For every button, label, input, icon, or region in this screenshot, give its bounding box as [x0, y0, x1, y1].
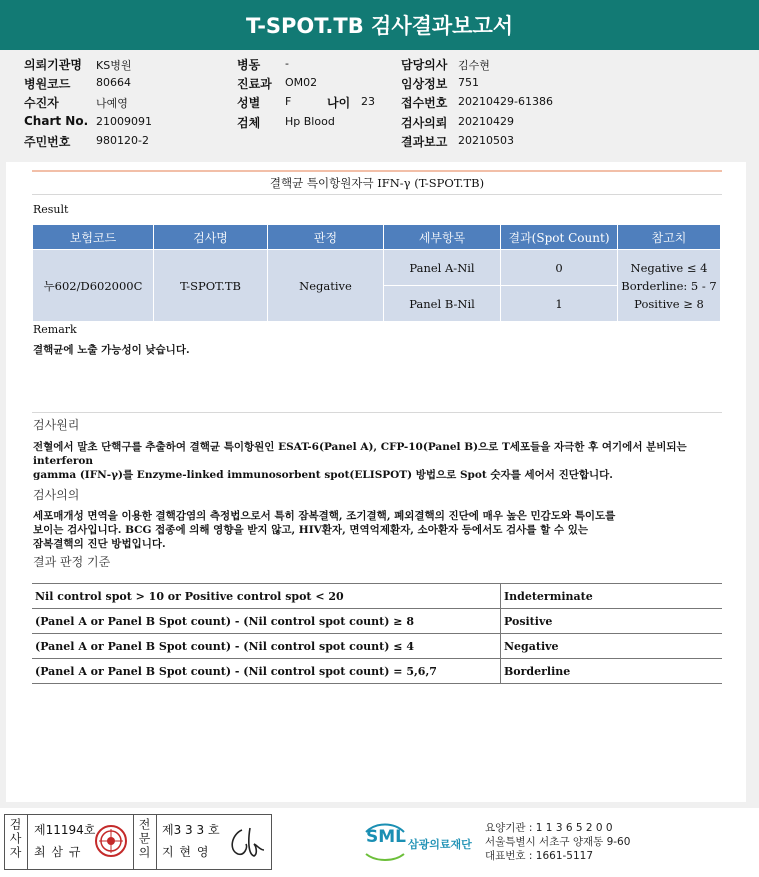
org-info-line: 대표번호 : 1661-5117 — [485, 850, 594, 862]
recipient-value: 나예영 — [96, 97, 128, 110]
tester-no: 제11194호 — [34, 823, 96, 837]
tester-label: 검사자 — [8, 818, 22, 860]
tester-name: 최 삼 규 — [34, 845, 82, 859]
col-detail-item: 세부항목 — [384, 225, 501, 250]
request-date-value: 20210429 — [458, 115, 514, 128]
org-name: 삼광의료재단 — [408, 838, 472, 851]
principle-line: interferon — [33, 455, 94, 467]
receipt-no-value: 20210429-61386 — [458, 95, 553, 108]
reference-negative: Negative ≤ 4 — [630, 260, 708, 275]
remark-label: Remark — [33, 323, 77, 336]
doctor-value: 김수현 — [458, 59, 490, 72]
criteria-label: 결과 판정 기준 — [33, 555, 111, 569]
clinical-info-label: 임상정보 — [401, 77, 448, 91]
detail-item-cell: Panel B-Nil — [384, 286, 501, 322]
sex-value: F — [285, 95, 292, 108]
detail-item-cell: Panel A-Nil — [384, 250, 501, 286]
table-row — [32, 634, 722, 659]
result-value-cell: 1 — [501, 286, 618, 322]
table-row — [32, 584, 722, 609]
criteria-condition: (Panel A or Panel B Spot count) - (Nil control spot count) ≤ 4 — [32, 634, 501, 659]
age-label: 나이 — [327, 96, 351, 110]
col-result: 결과(Spot Count) — [501, 225, 618, 250]
reference-borderline: Borderline: 5 - 7 — [621, 278, 717, 293]
report-date-label: 결과보고 — [401, 135, 448, 149]
recipient-label: 수진자 — [24, 96, 59, 110]
department-value: OM02 — [285, 76, 318, 89]
doctor-label: 담당의사 — [401, 58, 448, 72]
result-header-row — [33, 225, 721, 250]
significance-line: 보이는 검사입니다. BCG 접종에 의해 영향을 받지 않고, HIV환자, 면역억제환자, 소아환자 등에서도 검사를 할 수 있는 — [33, 524, 588, 536]
hospital-code-value: 80664 — [96, 76, 131, 89]
clinical-info-value: 751 — [458, 76, 479, 89]
report-date-value: 20210503 — [458, 134, 514, 147]
significance-label: 검사의의 — [33, 488, 80, 502]
request-date-label: 검사의뢰 — [401, 116, 448, 130]
criteria-condition: (Panel A or Panel B Spot count) - (Nil control spot count) = 5,6,7 — [32, 659, 501, 684]
signature-divider — [27, 814, 28, 870]
department-label: 진료과 — [237, 77, 272, 91]
principle-label: 검사원리 — [33, 418, 80, 432]
resident-no-value: 980120-2 — [96, 134, 149, 147]
confirmer-signature — [224, 820, 266, 862]
criteria-result: Positive — [501, 609, 723, 634]
institution-value: KS병원 — [96, 59, 132, 72]
col-reference: 참고치 — [618, 225, 721, 250]
principle-line: gamma (IFN-γ)를 Enzyme-linked immunosorbent spot(ELISPOT) 방법으로 Spot 숫자를 세어서 진단합니다. — [33, 469, 613, 481]
report-header — [0, 0, 759, 50]
sex-label: 성별 — [237, 96, 261, 110]
col-test-name: 검사명 — [154, 225, 268, 250]
result-value-cell: 0 — [501, 250, 618, 286]
judgement-cell: Negative — [268, 250, 384, 322]
title-bottom-divider — [32, 194, 722, 195]
title-divider — [32, 170, 722, 172]
significance-line: 잠복결핵의 진단 방법입니다. — [33, 538, 166, 550]
criteria-condition: (Panel A or Panel B Spot count) - (Nil control spot count) ≥ 8 — [32, 609, 501, 634]
table-row — [33, 250, 721, 286]
reference-positive: Positive ≥ 8 — [634, 296, 704, 311]
criteria-result: Indeterminate — [501, 584, 723, 609]
col-insurance-code: 보험코드 — [33, 225, 154, 250]
confirmer-name: 지 현 영 — [162, 845, 210, 859]
resident-no-label: 주민번호 — [24, 135, 71, 149]
principle-text — [33, 440, 723, 482]
signature-divider — [133, 814, 134, 870]
result-table — [32, 224, 721, 322]
specimen-value: Hp Blood — [285, 115, 335, 128]
remark-text: 결핵균에 노출 가능성이 낮습니다. — [33, 344, 190, 356]
org-info-line: 요양기관 : 1 1 3 6 5 2 0 0 — [485, 822, 613, 834]
report-title: T-SPOT.TB 검사결과보고서 — [245, 14, 514, 38]
reference-cell — [618, 250, 721, 322]
table-row — [32, 609, 722, 634]
specimen-label: 검체 — [237, 116, 261, 130]
test-name-cell: T-SPOT.TB — [154, 250, 268, 322]
criteria-result: Borderline — [501, 659, 723, 684]
receipt-no-label: 접수번호 — [401, 96, 448, 110]
insurance-code-cell: 누602/D602000C — [33, 250, 154, 322]
table-row — [32, 659, 722, 684]
chart-no-value: 21009091 — [96, 115, 152, 128]
org-info — [485, 821, 630, 863]
remark-divider — [32, 412, 722, 413]
significance-line: 세포매개성 면역을 이용한 결핵감염의 측정법으로서 특히 잠복결핵, 조기결핵, 폐외결핵의 진단에 매우 높은 민감도와 특이도를 — [33, 510, 616, 522]
significance-text — [33, 509, 723, 551]
criteria-result: Negative — [501, 634, 723, 659]
test-title: 결핵균 특이항원자극 IFN-γ (T-SPOT.TB) — [269, 176, 485, 190]
result-label: Result — [33, 203, 69, 216]
ward-value: - — [285, 57, 289, 70]
age-value: 23 — [361, 95, 375, 108]
org-info-line: 서울특별시 서초구 양재동 9-60 — [485, 836, 631, 848]
chart-no-label: Chart No. — [24, 114, 89, 128]
criteria-table — [32, 583, 722, 684]
confirmer-no: 제3 3 3 호 — [162, 823, 220, 837]
ward-label: 병동 — [237, 58, 261, 72]
org-logo-text: SML — [366, 827, 406, 847]
col-judgement: 판정 — [268, 225, 384, 250]
confirmer-label: 전문의 — [137, 818, 151, 860]
signature-divider — [156, 814, 157, 870]
hospital-code-label: 병원코드 — [24, 77, 71, 91]
tester-seal — [92, 818, 130, 864]
principle-line: 전혈에서 말초 단핵구를 추출하여 결핵균 특이항원인 ESAT-6(Panel A), CFP-10(Panel B)으로 T세포들을 자극한 후 여기에서 분비되는 — [33, 441, 687, 453]
criteria-condition: Nil control spot > 10 or Positive control spot < 20 — [32, 584, 501, 609]
institution-label: 의뢰기관명 — [24, 58, 82, 72]
